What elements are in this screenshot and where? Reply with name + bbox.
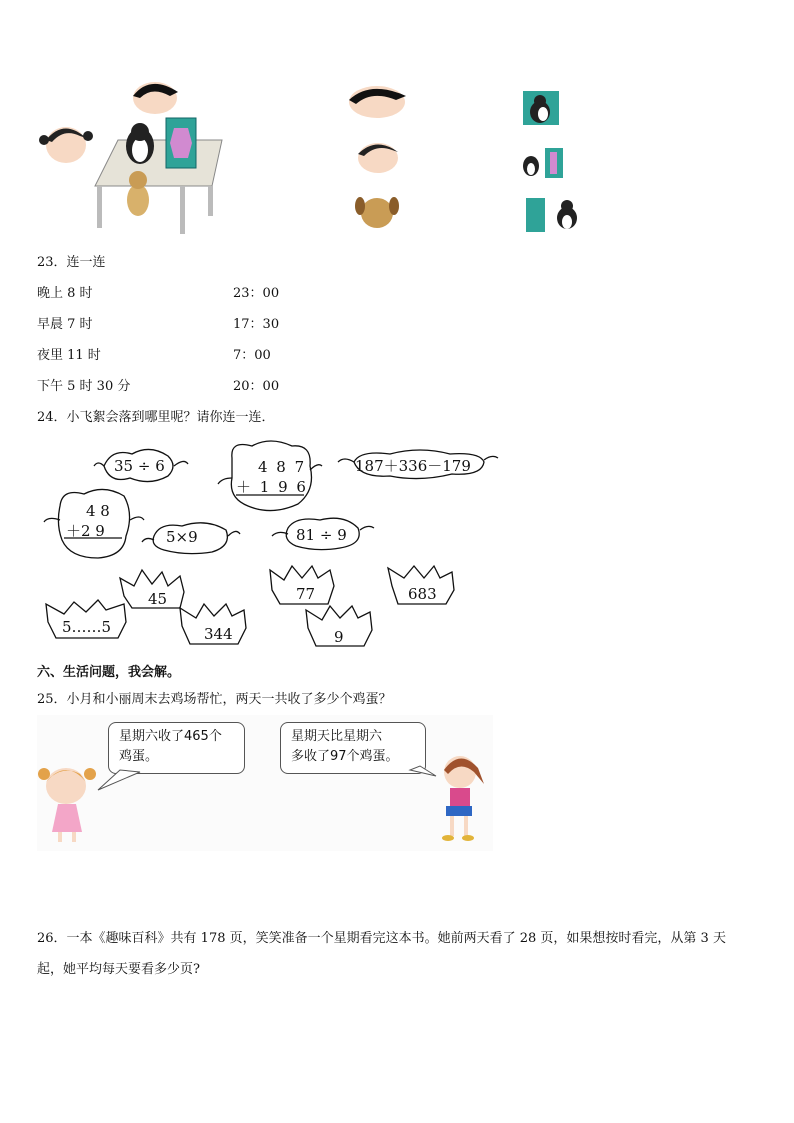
girl-xiaoyue-icon — [38, 768, 96, 842]
q23-right-item: 7：00 — [233, 348, 271, 363]
bubble-text: 多收了97个鸡蛋。 — [291, 749, 399, 764]
q24-title: 24．小飞絮会落到哪里呢？请你连一连． — [37, 410, 275, 425]
grass-number: 9 — [334, 628, 344, 646]
q23-left-item: 下午 5 时 30 分 — [37, 379, 131, 394]
cloud-expression: 187＋336－179 — [355, 457, 471, 475]
q23-right-item: 17：30 — [233, 317, 280, 332]
bubble-text: 星期天比星期六 — [291, 729, 383, 744]
cloud-expression: 81 ÷ 9 — [296, 526, 347, 544]
q23-right-item: 20：00 — [233, 379, 280, 394]
cloud-expression: ＋ 1 9 6 — [236, 478, 308, 496]
grass-number: 45 — [148, 590, 168, 608]
grass-number: 5……5 — [62, 618, 112, 636]
grass-number: 683 — [408, 585, 437, 603]
q23-right-item: 23：00 — [233, 286, 280, 301]
q23-left-item: 夜里 11 时 — [37, 348, 101, 363]
cloud-expression: ＋2 9 — [66, 522, 105, 540]
grass-number: 344 — [204, 625, 233, 643]
bubble-text: 星期六收了465个 — [119, 729, 222, 744]
q26-text-line: 26．一本《趣味百科》共有 178 页，笑笑准备一个星期看完这本书。她前两天看了 28 页，如果想按时看完，从第 3 天 — [37, 931, 726, 946]
cloud-expression: 35 ÷ 6 — [114, 457, 165, 475]
cloud-expression: 5×9 — [166, 528, 198, 546]
cloud-expression: 4 8 — [86, 502, 110, 520]
cloud-expression: 4 8 7 — [258, 458, 307, 476]
q23-title: 23．连一连 — [37, 255, 106, 270]
bubble-text: 鸡蛋。 — [119, 749, 159, 764]
q23-left-item: 晚上 8 时 — [37, 286, 93, 301]
q25-title: 25．小月和小丽周末去鸡场帮忙，两天一共收了多少个鸡蛋？ — [37, 692, 392, 707]
q23-left-item: 早晨 7 时 — [37, 317, 93, 332]
q26-text-line: 起，她平均每天要看多少页? — [37, 962, 200, 977]
section-heading: 六、生活问题，我会解。 — [37, 665, 181, 680]
grass-number: 77 — [296, 585, 316, 603]
girl-xiaoli-icon — [442, 756, 484, 841]
